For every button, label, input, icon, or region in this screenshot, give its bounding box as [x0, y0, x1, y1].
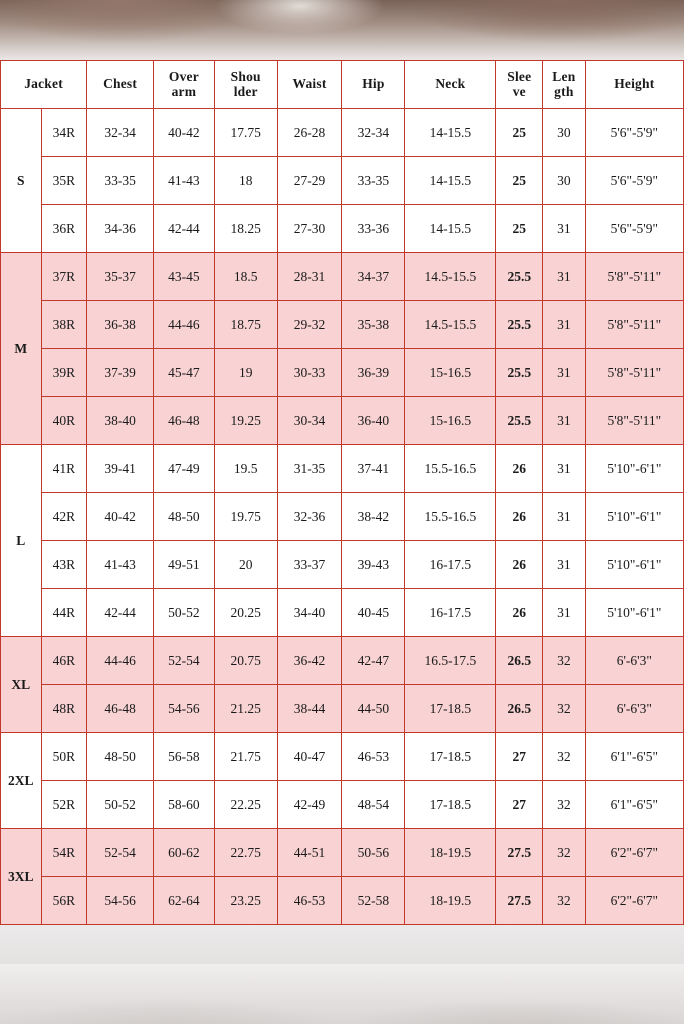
table-row: [1, 445, 684, 493]
cell-sleeve: 26.5: [496, 685, 543, 733]
cell-length: 32: [543, 829, 586, 877]
cell-neck: 14.5-15.5: [405, 301, 496, 349]
cell-chest: 50-52: [87, 781, 154, 829]
cell-shoulder: 21.25: [214, 685, 277, 733]
cell-length: 32: [543, 637, 586, 685]
cell-shoulder: 18.5: [214, 253, 277, 301]
cell-waist: 28-31: [277, 253, 342, 301]
cell-hip: 52-58: [342, 877, 405, 925]
cell-height: 5'10"-6'1": [585, 541, 683, 589]
cell-hip: 33-35: [342, 157, 405, 205]
header-chest: Chest: [87, 61, 154, 109]
header-length: [543, 61, 586, 109]
cell-height: 5'6"-5'9": [585, 109, 683, 157]
cell-shoulder: 19.75: [214, 493, 277, 541]
cell-hip: 36-39: [342, 349, 405, 397]
cell-waist: 34-40: [277, 589, 342, 637]
cell-shoulder: 21.75: [214, 733, 277, 781]
cell-hip: 50-56: [342, 829, 405, 877]
cell-overarm: 45-47: [154, 349, 215, 397]
cell-waist: 40-47: [277, 733, 342, 781]
cell-length: 30: [543, 157, 586, 205]
cell-shoulder: 22.25: [214, 781, 277, 829]
cell-height: 5'10"-6'1": [585, 493, 683, 541]
cell-waist: 31-35: [277, 445, 342, 493]
cell-hip: 42-47: [342, 637, 405, 685]
cell-size: 37R: [41, 253, 87, 301]
group-label-cell: XL: [1, 637, 42, 733]
cell-overarm: 47-49: [154, 445, 215, 493]
cell-hip: 34-37: [342, 253, 405, 301]
cell-chest: 34-36: [87, 205, 154, 253]
cell-neck: 14.5-15.5: [405, 253, 496, 301]
cell-height: 5'8"-5'11": [585, 349, 683, 397]
cell-size: 43R: [41, 541, 87, 589]
cell-size: 54R: [41, 829, 87, 877]
cell-shoulder: 22.75: [214, 829, 277, 877]
table-header: [1, 61, 684, 109]
cell-hip: 37-41: [342, 445, 405, 493]
cell-hip: 38-42: [342, 493, 405, 541]
cell-waist: 29-32: [277, 301, 342, 349]
cell-height: 6'2"-6'7": [585, 877, 683, 925]
cell-waist: 33-37: [277, 541, 342, 589]
cell-shoulder: 17.75: [214, 109, 277, 157]
cell-chest: 35-37: [87, 253, 154, 301]
table-row: [1, 301, 684, 349]
cell-shoulder: 19.25: [214, 397, 277, 445]
cell-sleeve: 25.5: [496, 397, 543, 445]
cell-length: 31: [543, 253, 586, 301]
cell-sleeve: 26.5: [496, 637, 543, 685]
cell-size: 39R: [41, 349, 87, 397]
cell-overarm: 40-42: [154, 109, 215, 157]
cell-length: 32: [543, 733, 586, 781]
cell-overarm: 62-64: [154, 877, 215, 925]
cell-waist: 27-29: [277, 157, 342, 205]
header-overarm: [154, 61, 215, 109]
cell-height: 6'2"-6'7": [585, 829, 683, 877]
cell-neck: 17-18.5: [405, 781, 496, 829]
cell-size: 42R: [41, 493, 87, 541]
cell-size: 44R: [41, 589, 87, 637]
background-photo-top: [0, 0, 684, 60]
cell-waist: 30-33: [277, 349, 342, 397]
cell-neck: 17-18.5: [405, 685, 496, 733]
cell-overarm: 56-58: [154, 733, 215, 781]
group-label-cell: L: [1, 445, 42, 637]
table-row: [1, 253, 684, 301]
table-row: [1, 589, 684, 637]
cell-length: 32: [543, 685, 586, 733]
cell-length: 31: [543, 205, 586, 253]
header-overarm-line1: Over: [168, 69, 199, 85]
header-hip: Hip: [342, 61, 405, 109]
table-row: [1, 685, 684, 733]
cell-overarm: 54-56: [154, 685, 215, 733]
header-shoulder: [214, 61, 277, 109]
table-row: [1, 397, 684, 445]
cell-shoulder: 19: [214, 349, 277, 397]
header-length-line1: Len: [552, 69, 576, 85]
group-label-cell: M: [1, 253, 42, 445]
cell-shoulder: 18.25: [214, 205, 277, 253]
cell-sleeve: 26: [496, 541, 543, 589]
cell-hip: 40-45: [342, 589, 405, 637]
cell-neck: 18-19.5: [405, 829, 496, 877]
cell-hip: 48-54: [342, 781, 405, 829]
cell-size: 38R: [41, 301, 87, 349]
cell-size: 48R: [41, 685, 87, 733]
header-sleeve: [496, 61, 543, 109]
header-row: [1, 61, 684, 109]
cell-length: 31: [543, 397, 586, 445]
cell-sleeve: 27: [496, 781, 543, 829]
cell-chest: 33-35: [87, 157, 154, 205]
cell-size: 50R: [41, 733, 87, 781]
table-row: [1, 781, 684, 829]
cell-size: 56R: [41, 877, 87, 925]
table-row: [1, 733, 684, 781]
cell-waist: 30-34: [277, 397, 342, 445]
cell-overarm: 44-46: [154, 301, 215, 349]
cell-chest: 44-46: [87, 637, 154, 685]
cell-height: 6'1"-6'5": [585, 781, 683, 829]
cell-waist: 44-51: [277, 829, 342, 877]
cell-length: 31: [543, 493, 586, 541]
header-sleeve-line2: ve: [512, 83, 526, 99]
cell-height: 5'6"-5'9": [585, 157, 683, 205]
group-label-cell: 3XL: [1, 829, 42, 925]
cell-length: 31: [543, 541, 586, 589]
cell-size: 41R: [41, 445, 87, 493]
cell-sleeve: 25: [496, 157, 543, 205]
cell-overarm: 50-52: [154, 589, 215, 637]
table-row: [1, 829, 684, 877]
cell-length: 31: [543, 445, 586, 493]
cell-sleeve: 26: [496, 493, 543, 541]
header-overarm-line2: arm: [171, 83, 197, 99]
cell-overarm: 43-45: [154, 253, 215, 301]
cell-neck: 15-16.5: [405, 397, 496, 445]
header-shoulder-line2: lder: [233, 83, 258, 99]
group-label-cell: 2XL: [1, 733, 42, 829]
table-row: [1, 157, 684, 205]
cell-height: 5'10"-6'1": [585, 445, 683, 493]
cell-size: 34R: [41, 109, 87, 157]
cell-sleeve: 25.5: [496, 301, 543, 349]
cell-overarm: 41-43: [154, 157, 215, 205]
cell-size: 40R: [41, 397, 87, 445]
cell-chest: 52-54: [87, 829, 154, 877]
cell-size: 35R: [41, 157, 87, 205]
cell-chest: 36-38: [87, 301, 154, 349]
cell-height: 5'10"-6'1": [585, 589, 683, 637]
group-label-cell: S: [1, 109, 42, 253]
cell-chest: 38-40: [87, 397, 154, 445]
header-shoulder-line1: Shou: [230, 69, 261, 85]
header-height: Height: [585, 61, 683, 109]
cell-sleeve: 25.5: [496, 349, 543, 397]
cell-neck: 15.5-16.5: [405, 445, 496, 493]
cell-size: 46R: [41, 637, 87, 685]
cell-overarm: 52-54: [154, 637, 215, 685]
table-row: [1, 637, 684, 685]
cell-height: 6'-6'3": [585, 685, 683, 733]
cell-sleeve: 25: [496, 205, 543, 253]
cell-waist: 32-36: [277, 493, 342, 541]
cell-height: 5'8"-5'11": [585, 397, 683, 445]
table-row: [1, 109, 684, 157]
cell-sleeve: 27: [496, 733, 543, 781]
cell-sleeve: 27.5: [496, 829, 543, 877]
cell-shoulder: 19.5: [214, 445, 277, 493]
cell-waist: 46-53: [277, 877, 342, 925]
cell-neck: 14-15.5: [405, 205, 496, 253]
cell-neck: 16-17.5: [405, 541, 496, 589]
header-length-line2: gth: [554, 83, 574, 99]
cell-neck: 15.5-16.5: [405, 493, 496, 541]
cell-hip: 44-50: [342, 685, 405, 733]
table-row: [1, 877, 684, 925]
cell-length: 30: [543, 109, 586, 157]
cell-shoulder: 20.25: [214, 589, 277, 637]
cell-sleeve: 26: [496, 445, 543, 493]
cell-sleeve: 27.5: [496, 877, 543, 925]
cell-length: 32: [543, 877, 586, 925]
cell-size: 36R: [41, 205, 87, 253]
cell-length: 32: [543, 781, 586, 829]
cell-neck: 16.5-17.5: [405, 637, 496, 685]
header-neck: Neck: [405, 61, 496, 109]
cell-height: 5'8"-5'11": [585, 301, 683, 349]
cell-hip: 39-43: [342, 541, 405, 589]
cell-hip: 35-38: [342, 301, 405, 349]
cell-shoulder: 18: [214, 157, 277, 205]
cell-height: 5'6"-5'9": [585, 205, 683, 253]
cell-shoulder: 20: [214, 541, 277, 589]
header-jacket: Jacket: [1, 61, 87, 109]
cell-length: 31: [543, 349, 586, 397]
cell-sleeve: 25.5: [496, 253, 543, 301]
cell-shoulder: 20.75: [214, 637, 277, 685]
cell-height: 6'1"-6'5": [585, 733, 683, 781]
cell-chest: 39-41: [87, 445, 154, 493]
cell-hip: 33-36: [342, 205, 405, 253]
cell-waist: 27-30: [277, 205, 342, 253]
cell-length: 31: [543, 301, 586, 349]
cell-length: 31: [543, 589, 586, 637]
cell-size: 52R: [41, 781, 87, 829]
header-sleeve-line1: Slee: [507, 69, 532, 85]
cell-shoulder: 23.25: [214, 877, 277, 925]
cell-neck: 17-18.5: [405, 733, 496, 781]
cell-overarm: 48-50: [154, 493, 215, 541]
cell-sleeve: 26: [496, 589, 543, 637]
cell-overarm: 42-44: [154, 205, 215, 253]
table-row: [1, 349, 684, 397]
cell-height: 6'-6'3": [585, 637, 683, 685]
cell-waist: 36-42: [277, 637, 342, 685]
cell-chest: 46-48: [87, 685, 154, 733]
cell-overarm: 46-48: [154, 397, 215, 445]
cell-chest: 48-50: [87, 733, 154, 781]
cell-overarm: 49-51: [154, 541, 215, 589]
size-chart-container: [0, 60, 684, 925]
cell-sleeve: 25: [496, 109, 543, 157]
cell-overarm: 58-60: [154, 781, 215, 829]
cell-chest: 37-39: [87, 349, 154, 397]
cell-neck: 16-17.5: [405, 589, 496, 637]
cell-chest: 42-44: [87, 589, 154, 637]
cell-chest: 54-56: [87, 877, 154, 925]
cell-height: 5'8"-5'11": [585, 253, 683, 301]
cell-waist: 42-49: [277, 781, 342, 829]
table-row: [1, 541, 684, 589]
header-waist: Waist: [277, 61, 342, 109]
cell-waist: 38-44: [277, 685, 342, 733]
cell-overarm: 60-62: [154, 829, 215, 877]
cell-waist: 26-28: [277, 109, 342, 157]
cell-hip: 32-34: [342, 109, 405, 157]
cell-shoulder: 18.75: [214, 301, 277, 349]
table-row: [1, 493, 684, 541]
cell-hip: 36-40: [342, 397, 405, 445]
cell-chest: 41-43: [87, 541, 154, 589]
cell-neck: 14-15.5: [405, 109, 496, 157]
cell-neck: 14-15.5: [405, 157, 496, 205]
table-body: [1, 109, 684, 925]
size-chart-table: [0, 60, 684, 925]
cell-neck: 15-16.5: [405, 349, 496, 397]
background-photo-bottom: [0, 964, 684, 1024]
cell-neck: 18-19.5: [405, 877, 496, 925]
table-row: [1, 205, 684, 253]
cell-hip: 46-53: [342, 733, 405, 781]
cell-chest: 32-34: [87, 109, 154, 157]
cell-chest: 40-42: [87, 493, 154, 541]
